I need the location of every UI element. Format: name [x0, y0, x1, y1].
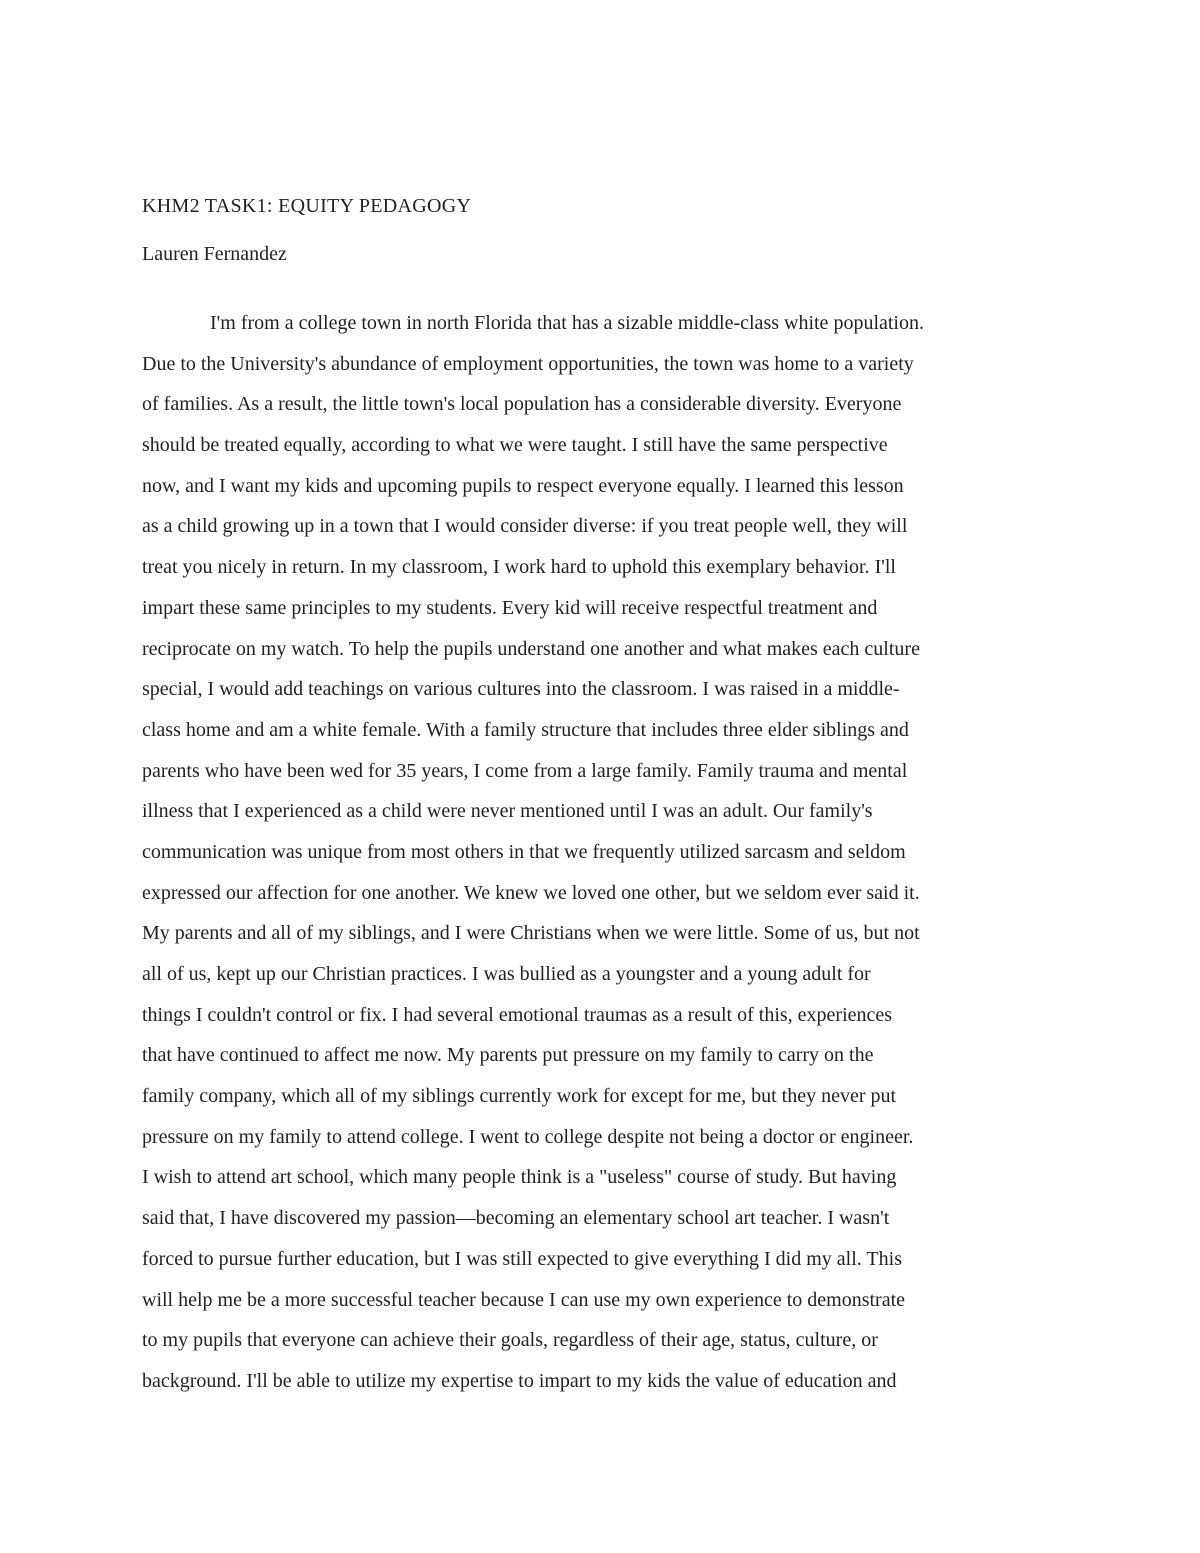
document-body — [142, 309, 1082, 1408]
body-text-line: I'm from a college town in north Florida that has a sizable middle-class white population. — [210, 312, 924, 334]
body-text-line: things I couldn't control or fix. I had several emotional traumas as a result of this, experiences — [142, 1003, 893, 1026]
body-text-line: as a child growing up in a town that I would consider diverse: if you treat people well, they will — [142, 515, 908, 538]
body-text-line: parents who have been wed for 35 years, I come from a large family. Family trauma and mental — [142, 759, 908, 782]
body-text-line: of families. As a result, the little town's local population has a considerable diversity. Everyone — [142, 393, 902, 416]
body-text-line: I wish to attend art school, which many people think is a "useless" course of study. But having — [142, 1166, 897, 1189]
body-text-line: background. I'll be able to utilize my expertise to impart to my kids the value of education and — [142, 1369, 897, 1392]
body-text-line: special, I would add teachings on various cultures into the classroom. I was raised in a middle- — [142, 678, 900, 701]
body-text-line: communication was unique from most others in that we frequently utilized sarcasm and seldom — [142, 840, 906, 863]
body-text-line: will help me be a more successful teacher because I can use my own experience to demonstrate — [142, 1288, 906, 1311]
body-text-line: class home and am a white female. With a family structure that includes three elder siblings and — [142, 718, 909, 741]
body-text-line: to my pupils that everyone can achieve their goals, regardless of their age, status, culture, or — [142, 1329, 878, 1352]
body-text-line: now, and I want my kids and upcoming pupils to respect everyone equally. I learned this lesson — [142, 474, 904, 497]
body-text-line: that have continued to affect me now. My parents put pressure on my family to carry on the — [142, 1044, 874, 1067]
document-title: KHM2 TASK1: EQUITY PEDAGOGY — [142, 195, 472, 217]
body-text-line: said that, I have discovered my passion—becoming an elementary school art teacher. I wasn't — [142, 1207, 890, 1230]
body-text-line: illness that I experienced as a child were never mentioned until I was an adult. Our family's — [142, 800, 873, 823]
body-text-line: expressed our affection for one another. We knew we loved one other, but we seldom ever said it. — [142, 881, 920, 904]
body-text-line: impart these same principles to my students. Every kid will receive respectful treatment and — [142, 596, 878, 619]
body-text-line: Due to the University's abundance of employment opportunities, the town was home to a variety — [142, 352, 914, 375]
body-text-line: family company, which all of my siblings currently work for except for me, but they never put — [142, 1085, 897, 1108]
body-text-line: forced to pursue further education, but I was still expected to give everything I did my all. This — [142, 1247, 902, 1270]
body-text-line: reciprocate on my watch. To help the pupils understand one another and what makes each culture — [142, 637, 920, 660]
body-text-line: should be treated equally, according to what we were taught. I still have the same perspective — [142, 434, 888, 457]
body-text-line: pressure on my family to attend college. I went to college despite not being a doctor or engineer. — [142, 1125, 914, 1148]
document-author: Lauren Fernandez — [142, 243, 287, 265]
body-text-line: all of us, kept up our Christian practices. I was bullied as a youngster and a young adult for — [142, 963, 871, 985]
body-text-line: treat you nicely in return. In my classroom, I work hard to uphold this exemplary behavior. I'll — [142, 556, 896, 579]
body-text-line: My parents and all of my siblings, and I were Christians when we were little. Some of us, but not — [142, 922, 920, 945]
